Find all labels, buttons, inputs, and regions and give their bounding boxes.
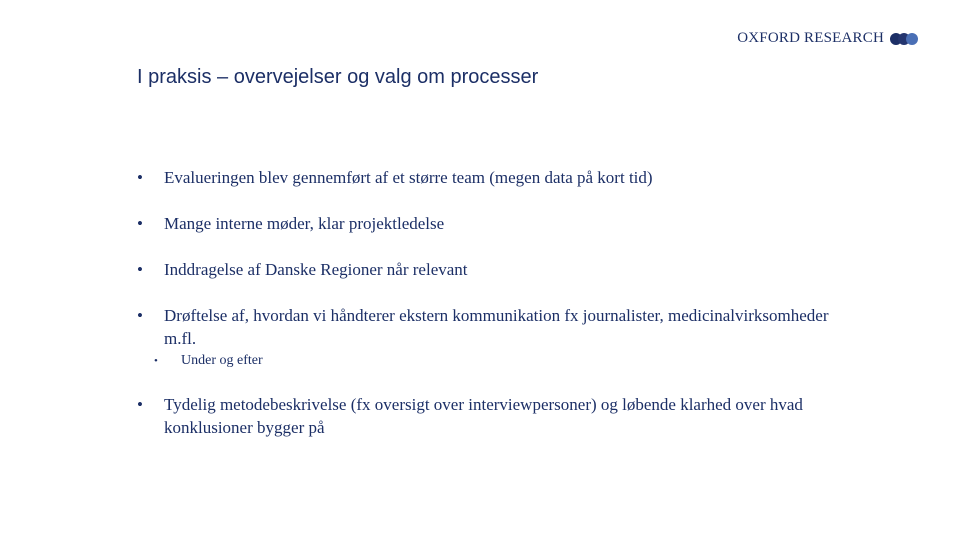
bullet-item: [137, 212, 857, 235]
slide-title: I praksis – overvejelser og valg om processer: [137, 66, 539, 88]
bullet-marker: •: [137, 260, 143, 279]
bullet-marker: •: [137, 306, 143, 325]
sub-bullet-marker: •: [154, 355, 158, 367]
sub-bullet-item: [154, 352, 857, 370]
sub-bullet-text: Under og efter: [181, 353, 263, 368]
bullet-marker: •: [137, 395, 143, 414]
oxford-research-logo: [737, 30, 918, 47]
bullet-item: [137, 258, 857, 281]
bullet-text: Inddragelse af Danske Regioner når relevant: [164, 260, 468, 279]
bullet-item: [137, 166, 857, 189]
bullet-text: Drøftelse af, hvordan vi håndterer ekstern kommunikation fx journalister, medicinalvirksomheder m.fl.: [164, 306, 829, 348]
bullet-text: Evalueringen blev gennemført af et større team (megen data på kort tid): [164, 168, 653, 187]
bullet-text: Mange interne møder, klar projektledelse: [164, 214, 445, 233]
bullet-marker: •: [137, 168, 143, 187]
bullet-list: [137, 166, 857, 462]
bullet-text: Tydelig metodebeskrivelse (fx oversigt over interviewpersoner) og løbende klarhed over hvad konklusioner bygger på: [164, 395, 803, 437]
bullet-item: [137, 393, 857, 439]
bullet-item: [137, 304, 857, 350]
logo-text: OXFORD RESEARCH: [737, 30, 884, 46]
logo-circles-icon: [890, 33, 918, 45]
bullet-marker: •: [137, 214, 143, 233]
